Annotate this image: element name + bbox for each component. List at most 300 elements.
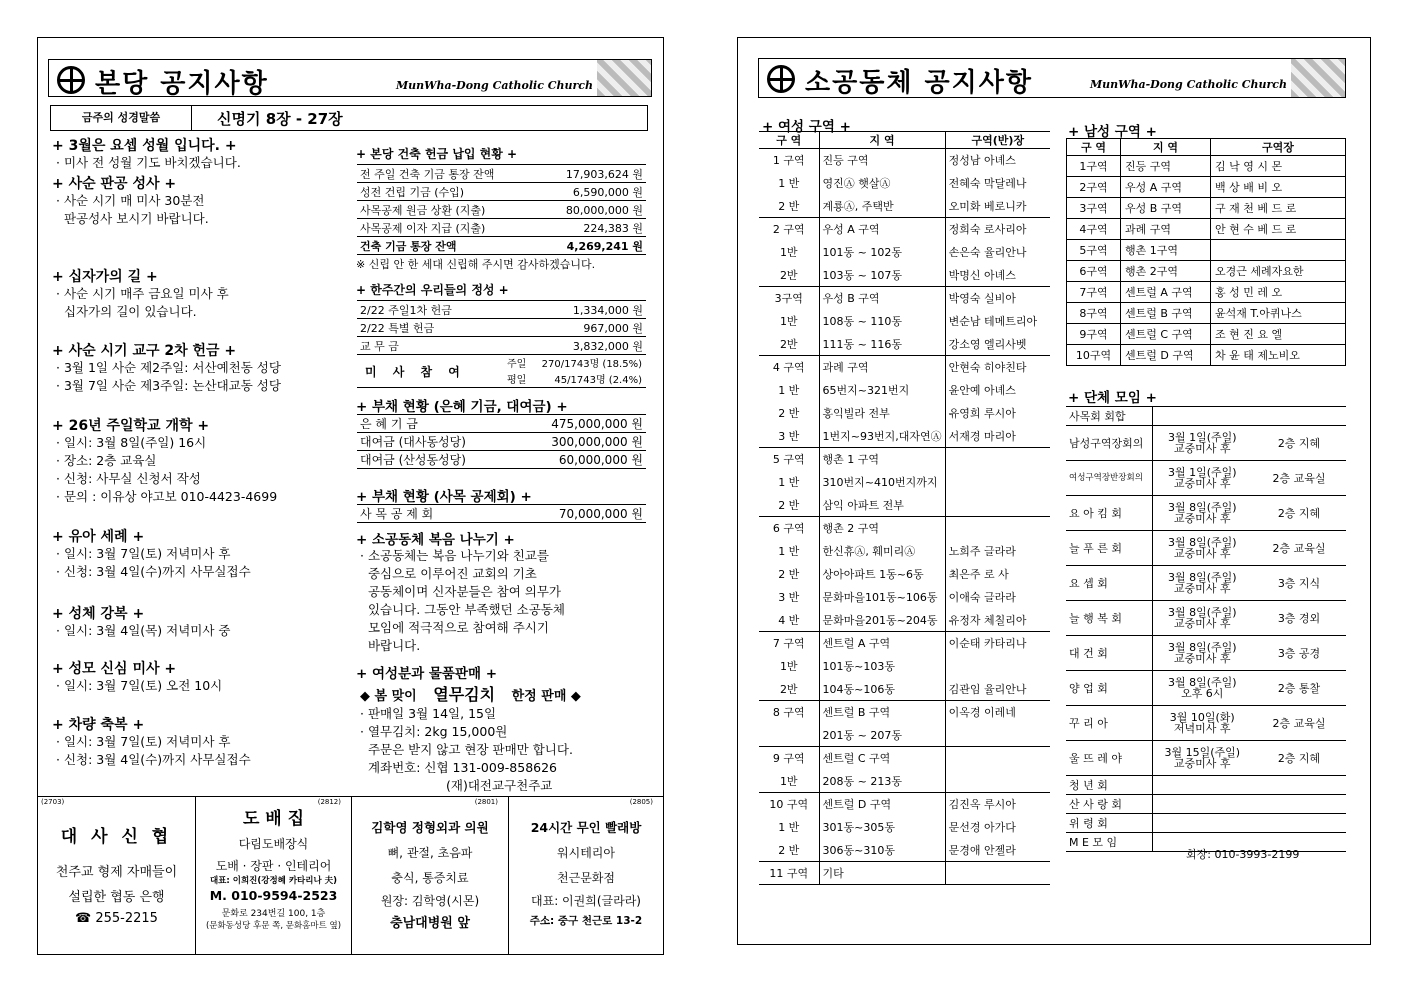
ad-line: 천주교 형제 자매들이 [55, 865, 178, 880]
women-cell: 정희숙 로사리아 [945, 218, 1050, 241]
group-name: 사목회 회합 [1066, 407, 1152, 426]
group-name: 요 셉 회 [1066, 566, 1152, 601]
group-date [1152, 426, 1252, 461]
men-header-row [1067, 139, 1346, 156]
women-cell [945, 724, 1050, 747]
women-cell: 최은주 로 사 [948, 568, 1009, 581]
men-cell: 9구역 [1067, 324, 1121, 345]
women-cell: 계룡Ⓐ, 주택반 [819, 195, 945, 218]
notice-line: 판공성사 보시기 바랍니다. [56, 211, 209, 226]
group-date-day: 3월 1일(주일) [1167, 466, 1237, 479]
ad-code: (2801) [474, 798, 498, 806]
group-place: 2층 교육실 [1252, 461, 1346, 496]
women-cell [945, 862, 1050, 885]
finance-value: 4,269,241 원 [539, 237, 646, 255]
ad-line: (문화동성당 후문 쪽, 문화홈마트 옆) [205, 921, 342, 931]
women-cell [945, 747, 1050, 770]
men-cell: 우성 A 구역 [1121, 177, 1211, 198]
women-row [759, 379, 1050, 402]
group-row [1066, 566, 1346, 601]
women-cell: 1 반 [759, 816, 819, 839]
notice-line: · 신청: 사무실 신청서 작성 [56, 471, 201, 486]
finance-value: 3,832,000 원 [520, 337, 646, 355]
men-col-header: 지 역 [1121, 139, 1211, 156]
women-cell: 65번지~321번지 [819, 379, 945, 402]
women-cell: 2 반 [759, 402, 819, 425]
church-name: MunWha-Dong Catholic Church [1089, 78, 1287, 91]
group-date-day: 3월 8일(주일) [1167, 606, 1237, 619]
finance-label: 2/22 특별 헌금 [357, 319, 520, 337]
men-row [1067, 240, 1346, 261]
group-row [1066, 461, 1346, 496]
ad-line: 대표: 이권희(글라라) [531, 894, 641, 908]
group-date-time: 교중미사 후 [1173, 512, 1231, 525]
group-row [1066, 636, 1346, 671]
text-line: 주문은 받지 않고 현장 판매만 합니다. [360, 742, 573, 757]
notice-line: · 일시: 3월 4일(목) 저녁미사 중 [56, 623, 231, 638]
women-row [759, 310, 1050, 333]
ad-line: 뼈, 관절, 초음파 [387, 846, 473, 860]
women-row [759, 609, 1050, 632]
sale-heading: + 여성분과 물품판매 + [356, 666, 498, 682]
women-cell: 7 구역 [759, 632, 819, 655]
group-place: 2층 교육실 [1252, 531, 1346, 566]
women-cell [945, 448, 1050, 471]
notice-line: · 사순 시기 매 미사 30분전 [56, 193, 205, 208]
women-cell: 1 반 [759, 172, 819, 195]
text-line: 모임에 적극적으로 참여해 주시기 [360, 620, 549, 635]
women-cell: 310번지~410번지까지 [819, 471, 945, 494]
group-place: 2층 교육실 [1252, 706, 1346, 741]
women-row [759, 333, 1050, 356]
women-row [759, 264, 1050, 287]
verse-label: 금주의 성경말씀 [51, 106, 192, 130]
notice-line: 십자가의 길이 있습니다. [56, 304, 197, 319]
women-row [759, 241, 1050, 264]
women-row [759, 563, 1050, 586]
women-cell: 8 구역 [759, 701, 819, 724]
women-cell: 111동 ~ 116동 [819, 333, 945, 356]
women-cell: 상아아파트 1동~6동 [819, 563, 945, 586]
verse-text: 신명기 8장 - 27장 [217, 110, 343, 128]
finance-row [357, 451, 646, 469]
women-cell: 208동 ~ 213동 [819, 770, 945, 793]
women-cell: 2 반 [759, 563, 819, 586]
debt1-table [357, 414, 646, 469]
women-cell: 노희주 글라라 [948, 545, 1016, 558]
women-cell: 유영희 루시아 [948, 407, 1016, 420]
women-cell: 윤안예 아녜스 [948, 384, 1016, 397]
women-cell: 201동 ~ 207동 [819, 724, 945, 747]
notice-line: · 일시: 3월 7일(토) 저녁미사 후 [56, 546, 231, 561]
text-line: 공동체이며 신자분들은 참여 의무가 [360, 584, 561, 599]
ad-box [195, 796, 351, 955]
men-cell: 센트럴 B 구역 [1121, 303, 1211, 324]
women-cell: 문화마을101동~106동 [819, 586, 945, 609]
women-cell: 전혜숙 막달레나 [948, 177, 1027, 190]
cross-logo-icon [767, 65, 795, 93]
group-place: 3층 경외 [1252, 601, 1346, 636]
women-row [759, 425, 1050, 448]
women-row [759, 517, 1050, 540]
ad-box [508, 796, 663, 955]
finance-row [357, 433, 646, 451]
ad-line: M. 010-9594-2523 [209, 888, 338, 903]
women-cell: 1반 [759, 241, 819, 264]
header-pattern [1291, 59, 1345, 97]
finance-value: 6,590,000 원 [539, 183, 646, 201]
women-row [759, 172, 1050, 195]
group-name: 산 사 랑 회 [1066, 795, 1152, 814]
men-row [1067, 177, 1346, 198]
notice-line: · 3월 7일 사순 제3주일: 논산대교동 성당 [56, 378, 281, 393]
group-row [1066, 671, 1346, 706]
sale-account-holder: (재)대전교구천주교 [446, 778, 553, 793]
notice-heading: + 차량 축복 + [52, 717, 145, 733]
women-row [759, 678, 1050, 701]
men-cell: 6구역 [1067, 261, 1121, 282]
men-cell: 센트럴 A 구역 [1121, 282, 1211, 303]
women-cell: 이순태 카타리나 [945, 632, 1050, 655]
finance-value: 300,000,000 원 [511, 433, 646, 451]
men-cell: 조 현 진 요 엘 [1211, 324, 1346, 345]
women-cell: 센트럴 A 구역 [819, 632, 945, 655]
women-cell: 2 반 [759, 195, 819, 218]
group-date [1152, 636, 1252, 671]
group-place: 3층 지식 [1252, 566, 1346, 601]
notice-heading: + 유아 세례 + [52, 529, 145, 545]
notice-line: · 신청: 3월 4일(수)까지 사무실접수 [56, 564, 251, 579]
women-cell: 5 구역 [759, 448, 819, 471]
women-cell [945, 494, 1050, 517]
page-title: 본당 공지사항 [95, 69, 269, 97]
groups-contact: 회장: 010-3993-2199 [1186, 848, 1300, 861]
women-cell: 3구역 [759, 287, 819, 310]
group-name: 청 년 회 [1066, 776, 1152, 795]
men-cell: 백 상 배 비 오 [1211, 177, 1346, 198]
notice-heading: + 3월은 요셉 성월 입니다. + [52, 138, 237, 154]
men-row [1067, 156, 1346, 177]
men-cell: 센트럴 C 구역 [1121, 324, 1211, 345]
women-row [759, 862, 1050, 885]
men-cell: 7구역 [1067, 282, 1121, 303]
group-date-time: 저녁미사 후 [1173, 722, 1231, 735]
women-cell: 센트럴 D 구역 [819, 793, 945, 816]
notice-heading: + 사순 시기 교구 2차 헌금 + [52, 343, 237, 359]
finance-label: 사목공제 원금 상환 (지출) [357, 201, 539, 219]
group-date-day: 3월 8일(주일) [1167, 501, 1237, 514]
ad-line: 원장: 김학영(시몬) [380, 894, 480, 908]
men-cell: 과례 구역 [1121, 219, 1211, 240]
women-cell: 우성 B 구역 [819, 287, 945, 310]
group-place [1252, 776, 1346, 795]
finance-label: 2/22 주일1차 헌금 [357, 301, 520, 319]
women-cell [945, 770, 1050, 793]
women-cell: 3 반 [759, 586, 819, 609]
groups-heading: + 단체 모임 + [1068, 390, 1157, 406]
women-row [759, 724, 1050, 747]
header-pattern [597, 60, 651, 96]
women-cell: 삼익 아파트 전부 [819, 494, 945, 517]
notice-heading: + 성모 신심 미사 + [52, 661, 177, 677]
ad-line: 도배 · 장판 · 인테리어 [215, 859, 332, 873]
women-cell: 이옥경 이레네 [945, 701, 1050, 724]
group-name: 여성구역장반장회의 [1066, 461, 1152, 496]
small-body [360, 547, 565, 655]
group-row [1066, 776, 1346, 795]
group-date-time: 교중미사 후 [1173, 442, 1231, 455]
men-cell: 안 현 수 베 드 로 [1211, 219, 1346, 240]
ad-line: 대 사 신 협 [60, 827, 173, 847]
finance-row [357, 165, 646, 183]
notice-line: · 문의 : 이유상 야고보 010-4423-4699 [56, 489, 278, 504]
notice-line: · 사순 시기 매주 금요일 미사 후 [56, 286, 229, 301]
men-cell: 행촌 1구역 [1121, 240, 1211, 261]
ad-line: 도 배 집 [242, 809, 305, 829]
men-cell [1211, 240, 1346, 261]
sale-banner [360, 682, 581, 705]
women-cell: 1반 [759, 770, 819, 793]
women-cell: 104동~106동 [819, 678, 945, 701]
text-line: 있습니다. 그동안 부족했던 소공동체 [360, 602, 565, 617]
women-cell [945, 517, 1050, 540]
group-row [1066, 531, 1346, 566]
small-heading: + 소공동체 복음 나누기 + [356, 532, 515, 548]
groups-table [1066, 406, 1346, 852]
women-cell: 변순남 테메트리아 [948, 315, 1038, 328]
women-cell: 9 구역 [759, 747, 819, 770]
men-row [1067, 282, 1346, 303]
finance-label: 사목공제 이자 지급 (지출) [357, 219, 539, 237]
ad-line: 충식, 통증치료 [391, 871, 469, 885]
women-cell [945, 655, 1050, 678]
finance-label: 사 목 공 제 회 [357, 505, 492, 523]
finance-value: 1,334,000 원 [520, 301, 646, 319]
ad-line: 24시간 무인 빨래방 [530, 820, 642, 835]
women-row [759, 816, 1050, 839]
notice-line: · 3월 1일 사순 제2주일: 서산예천동 성당 [56, 360, 281, 375]
ad-code: (2703) [41, 798, 65, 806]
group-name: 꾸 리 아 [1066, 706, 1152, 741]
group-row [1066, 795, 1346, 814]
women-cell: 2 반 [759, 494, 819, 517]
ad-line: 대표: 이희진(강정혜 카타리나 夫) [209, 876, 338, 886]
women-cell: 6 구역 [759, 517, 819, 540]
women-row [759, 149, 1050, 172]
women-cell: 1 반 [759, 379, 819, 402]
notice-heading: + 26년 주일학교 개학 + [52, 418, 210, 434]
right-header [758, 58, 1346, 98]
group-date-day: 3월 8일(주일) [1167, 641, 1237, 654]
group-date [1152, 566, 1252, 601]
women-cell: 우성 A 구역 [819, 218, 945, 241]
women-cell: 유정자 체칠리아 [948, 613, 1027, 627]
group-place [1252, 407, 1346, 426]
text-line: · 판매일 3월 14일, 15일 [360, 706, 497, 721]
group-date-time: 교중미사 후 [1173, 617, 1231, 630]
women-cell: 2반 [759, 264, 819, 287]
finance-value: 967,000 원 [520, 319, 646, 337]
group-date-day: 3월 8일(주일) [1167, 536, 1237, 549]
women-cell: 김진옥 루시아 [945, 793, 1050, 816]
women-row [759, 356, 1050, 379]
mass-sunday-value: 270/1743명 (18.5%) [541, 359, 642, 370]
men-row [1067, 261, 1346, 282]
women-cell: 박영숙 실비아 [945, 287, 1050, 310]
mass-weekday-label: 평일 [507, 375, 527, 386]
women-cell: 한신휴Ⓐ, 훼미리Ⓐ [819, 540, 945, 563]
text-line: 바랍니다. [360, 638, 421, 653]
ad-line: 문화로 234번길 100, 1층 [221, 909, 326, 919]
finance-row [357, 219, 646, 237]
group-name: 요 아 킴 회 [1066, 496, 1152, 531]
women-row [759, 701, 1050, 724]
group-row [1066, 496, 1346, 531]
group-place: 2층 통찰 [1252, 671, 1346, 706]
women-cell: 108동 ~ 110동 [819, 310, 945, 333]
women-row [759, 839, 1050, 862]
women-header-row [759, 132, 1050, 149]
men-row [1067, 324, 1346, 345]
group-date [1152, 814, 1252, 833]
group-name: 대 건 회 [1066, 636, 1152, 671]
finance-row [357, 301, 646, 319]
women-cell [945, 471, 1050, 494]
finance-row [357, 505, 646, 523]
women-cell: 강소영 엘리사벳 [948, 337, 1027, 351]
women-row [759, 448, 1050, 471]
text-line: · 열무김치: 2kg 15,000원 [360, 724, 508, 739]
women-row [759, 747, 1050, 770]
ad-box [351, 796, 508, 955]
women-cell: 서재경 마리아 [948, 429, 1016, 443]
ad-line: 천근문화점 [557, 871, 615, 885]
women-cell: 홍익빌라 전부 [819, 402, 945, 425]
women-row [759, 494, 1050, 517]
finance-value: 475,000,000 원 [511, 415, 646, 433]
debt1-heading: + 부채 현황 (은혜 기금, 대여금) + [356, 399, 568, 415]
building-table [357, 164, 646, 255]
women-row [759, 586, 1050, 609]
women-cell: 101동~103동 [819, 655, 945, 678]
women-cell: 11 구역 [759, 862, 819, 885]
women-cell: 박명신 아녜스 [948, 268, 1016, 282]
group-row [1066, 814, 1346, 833]
ad-line: 다림도배장식 [238, 837, 309, 851]
group-date-time: 교중미사 후 [1173, 757, 1231, 770]
finance-label: 대여금 (산성동성당) [357, 451, 511, 469]
notice-heading: + 성체 강복 + [52, 606, 145, 622]
notice-line: · 신청: 3월 4일(수)까지 사무실접수 [56, 752, 251, 767]
women-cell: 문선경 아가다 [948, 821, 1016, 834]
men-heading: + 남성 구역 + [1068, 124, 1157, 140]
group-name: 양 업 회 [1066, 671, 1152, 706]
men-cell: 구 재 천 베 드 로 [1211, 198, 1346, 219]
group-date [1152, 496, 1252, 531]
men-cell: 센트럴 D 구역 [1121, 345, 1211, 366]
mass-label: 미 사 참 여 [365, 365, 466, 379]
men-cell: 3구역 [1067, 198, 1121, 219]
group-place [1252, 814, 1346, 833]
group-place: 2층 지혜 [1252, 496, 1346, 531]
men-cell: 윤석재 T.아퀴나스 [1211, 303, 1346, 324]
women-cell: 4 반 [759, 609, 819, 632]
ad-line: ☎ 255-2215 [75, 911, 158, 926]
women-cell: 센트럴 B 구역 [819, 701, 945, 724]
women-cell: 301동~305동 [819, 816, 945, 839]
women-cell: 문경애 안젤라 [948, 843, 1016, 857]
group-date [1152, 407, 1252, 426]
finance-label: 성전 건립 기금 (수입) [357, 183, 539, 201]
women-cell: 2반 [759, 333, 819, 356]
ad-line: 김학영 정형외과 의원 [371, 820, 489, 835]
women-cell: 센트럴 C 구역 [819, 747, 945, 770]
women-cell: 103동 ~ 107동 [819, 264, 945, 287]
building-heading: + 본당 건축 헌금 납입 현황 + [356, 147, 518, 161]
mass-sunday-label: 주일 [507, 359, 527, 370]
men-cell: 우성 B 구역 [1121, 198, 1211, 219]
mass-row [357, 354, 646, 388]
women-cell: 이애숙 글라라 [948, 591, 1016, 604]
women-cell: 1 반 [759, 540, 819, 563]
group-place: 3층 공경 [1252, 636, 1346, 671]
sale-banner-item: 열무김치 [433, 685, 496, 704]
women-row [759, 793, 1050, 816]
text-line: 중심으로 이루어진 교회의 기초 [360, 566, 537, 581]
women-row [759, 471, 1050, 494]
men-table [1066, 138, 1346, 366]
finance-value: 70,000,000 원 [492, 505, 646, 523]
women-row [759, 195, 1050, 218]
finance-value: 17,903,624 원 [539, 165, 646, 183]
men-row [1067, 303, 1346, 324]
women-cell: 손은숙 율리안나 [948, 246, 1027, 259]
men-col-header: 구역장 [1211, 139, 1346, 156]
group-place: 2층 지혜 [1252, 426, 1346, 461]
men-cell: 10구역 [1067, 345, 1121, 366]
group-place: 2층 지혜 [1252, 741, 1346, 776]
left-page [37, 37, 664, 955]
women-col-header: 구 역 [759, 132, 819, 149]
finance-label: 은 혜 기 금 [357, 415, 511, 433]
finance-label: 교 무 금 [357, 337, 520, 355]
group-date [1152, 531, 1252, 566]
men-row [1067, 345, 1346, 366]
finance-label: 전 주일 건축 기금 통장 잔액 [357, 165, 539, 183]
ad-code: (2805) [629, 798, 653, 806]
women-cell: 1 구역 [759, 149, 819, 172]
men-cell: 2구역 [1067, 177, 1121, 198]
ad-box [38, 796, 195, 955]
men-row [1067, 198, 1346, 219]
finance-row [357, 201, 646, 219]
group-date-time: 교중미사 후 [1173, 582, 1231, 595]
women-cell: 오미화 베로니카 [948, 199, 1027, 213]
group-name: 남성구역장회의 [1066, 426, 1152, 461]
women-cell: 2반 [759, 678, 819, 701]
women-table [759, 131, 1050, 885]
group-date-time: 오후 6시 [1181, 687, 1224, 700]
finance-row [357, 319, 646, 337]
women-cell: 1 반 [759, 471, 819, 494]
finance-row [357, 183, 646, 201]
cross-logo-icon [57, 66, 85, 94]
finance-value: 224,383 원 [539, 219, 646, 237]
debt2-table [357, 504, 646, 523]
women-heading: + 여성 구역 + [762, 119, 851, 135]
women-cell: 문화마을201동~204동 [819, 609, 945, 632]
sale-banner-c: 한정 판매 ◆ [511, 689, 581, 704]
